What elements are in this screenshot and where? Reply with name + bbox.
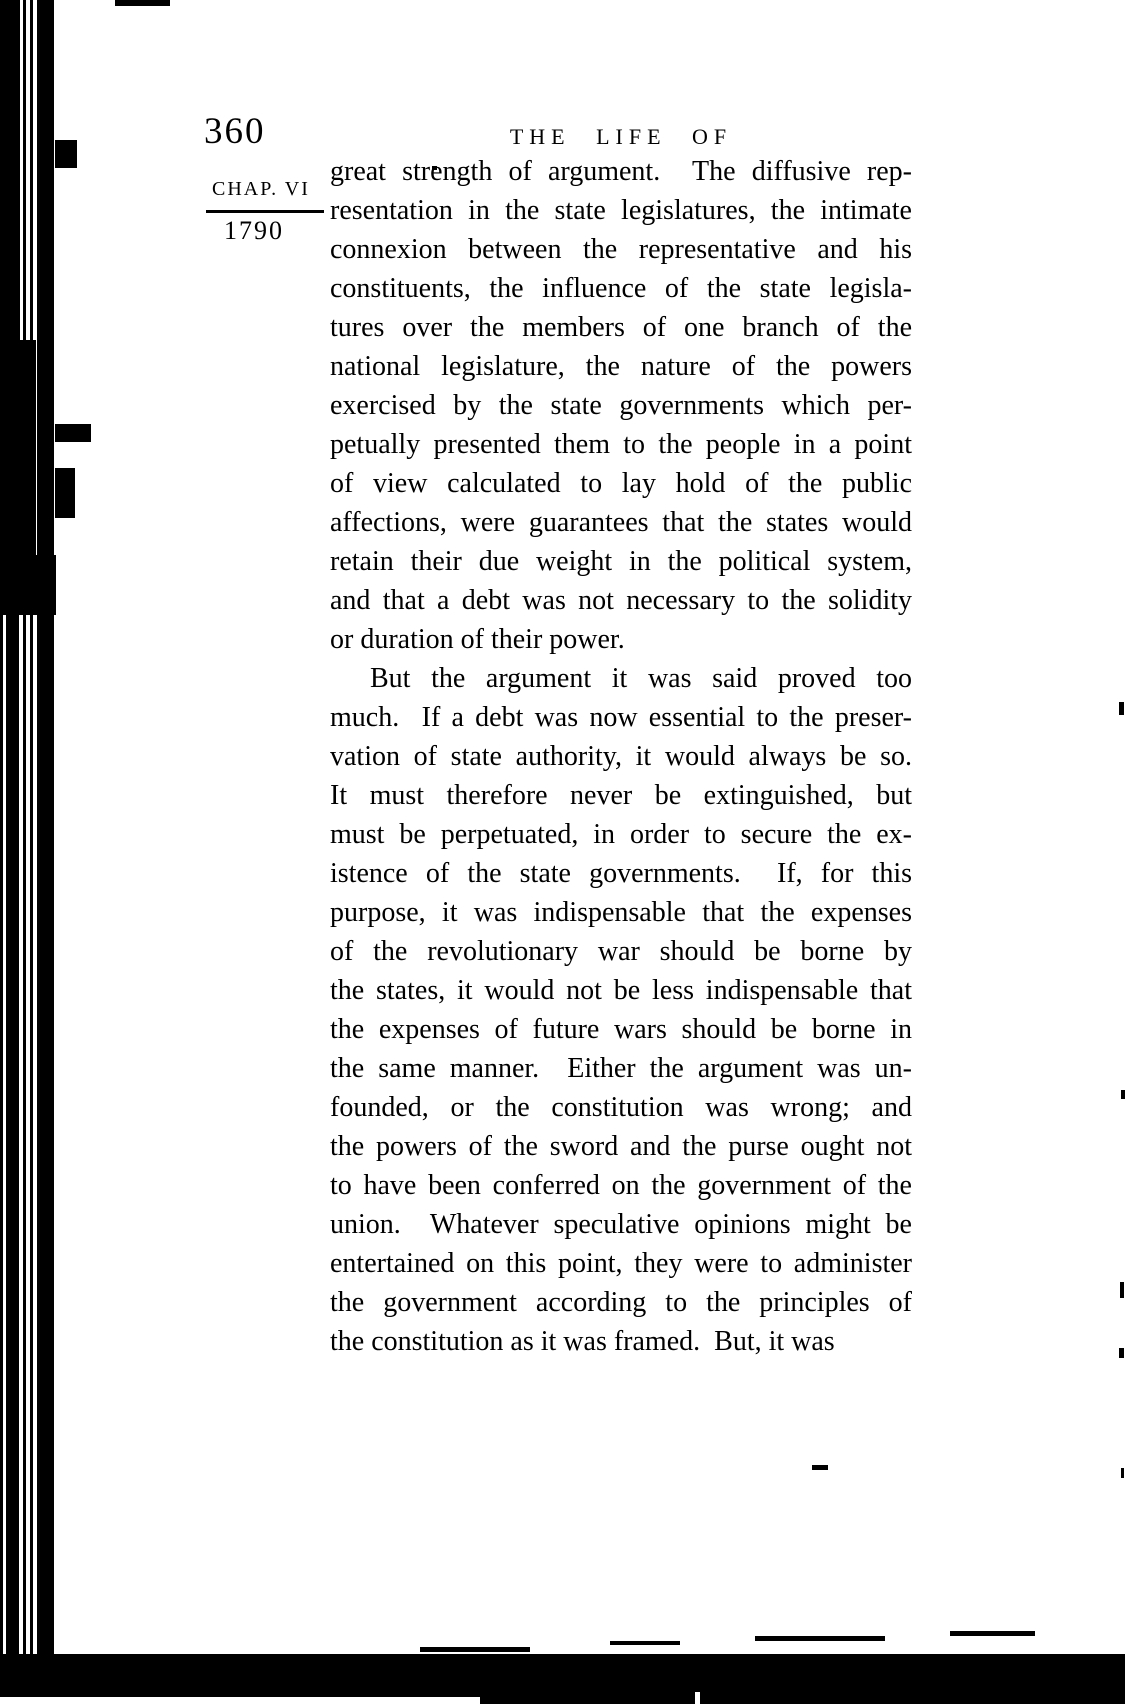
scan-artifact [610, 1641, 680, 1645]
scan-artifact [2, 340, 36, 565]
text-line: entertained on this point, they were to administer [330, 1248, 912, 1279]
body-text [330, 152, 912, 1361]
scan-speck [1121, 1468, 1124, 1478]
text-line: constituents, the influence of the state legisla- [330, 273, 912, 304]
scan-artifact [0, 0, 20, 340]
text-line: the same manner. Either the argument was un- [330, 1053, 912, 1084]
text-line: connexion between the representative and his [330, 234, 912, 265]
text-line: the government according to the principles of [330, 1287, 912, 1318]
margin-year-note: 1790 [224, 216, 284, 245]
text-line: and that a debt was not necessary to the solidity [330, 585, 912, 616]
scan-speck [1119, 1348, 1124, 1358]
text-line: great strength of argument. The diffusive rep- [330, 156, 912, 187]
scan-speck [1120, 1282, 1124, 1298]
text-line: affections, were guarantees that the states would [330, 507, 912, 538]
margin-rule [206, 210, 324, 213]
scan-artifact [0, 555, 56, 615]
scan-artifact [695, 1692, 700, 1704]
text-line: But the argument it was said proved too [370, 663, 912, 694]
text-line: the constitution as it was framed. But, it was [330, 1326, 835, 1357]
scan-artifact [755, 1636, 885, 1641]
page-number: 360 [204, 111, 266, 152]
text-line: to have been conferred on the government of the [330, 1170, 912, 1201]
text-line: national legislature, the nature of the powers [330, 351, 912, 382]
text-line: tures over the members of one branch of the [330, 312, 912, 343]
scan-artifact [420, 1647, 530, 1652]
text-line: or duration of their power. [330, 624, 625, 655]
text-line: petually presented them to the people in a point [330, 429, 912, 460]
text-line: founded, or the constitution was wrong; and [330, 1092, 912, 1123]
text-line: of view calculated to lay hold of the public [330, 468, 912, 499]
text-line: must be perpetuated, in order to secure the ex- [330, 819, 912, 850]
text-line: vation of state authority, it would always be so. [330, 741, 912, 772]
text-line: retain their due weight in the political system, [330, 546, 912, 577]
scan-artifact [55, 424, 91, 442]
text-line: exercised by the state governments which per- [330, 390, 912, 421]
text-line: purpose, it was indispensable that the expenses [330, 897, 912, 928]
text-line: much. If a debt was now essential to the preser- [330, 702, 912, 733]
text-line: istence of the state governments. If, for this [330, 858, 912, 889]
scan-speck [1121, 1090, 1125, 1099]
text-line: of the revolutionary war should be borne by [330, 936, 912, 967]
text-line: the powers of the sword and the purse ought not [330, 1131, 912, 1162]
margin-chapter-note: CHAP. VI [212, 178, 310, 200]
scan-artifact [55, 468, 75, 518]
scan-speck [812, 1465, 828, 1470]
scan-artifact [0, 1697, 480, 1704]
scan-speck [1119, 702, 1124, 715]
scan-artifact [115, 0, 170, 6]
text-line: It must therefore never be extinguished, but [330, 780, 912, 811]
text-line: the expenses of future wars should be borne in [330, 1014, 912, 1045]
scan-artifact [950, 1631, 1035, 1636]
text-line: the states, it would not be less indispensable that [330, 975, 912, 1006]
text-line: union. Whatever speculative opinions might be [330, 1209, 912, 1240]
running-header: THE LIFE OF [509, 124, 733, 149]
text-line: resentation in the state legislatures, the intimate [330, 195, 912, 226]
scan-artifact [55, 140, 77, 168]
